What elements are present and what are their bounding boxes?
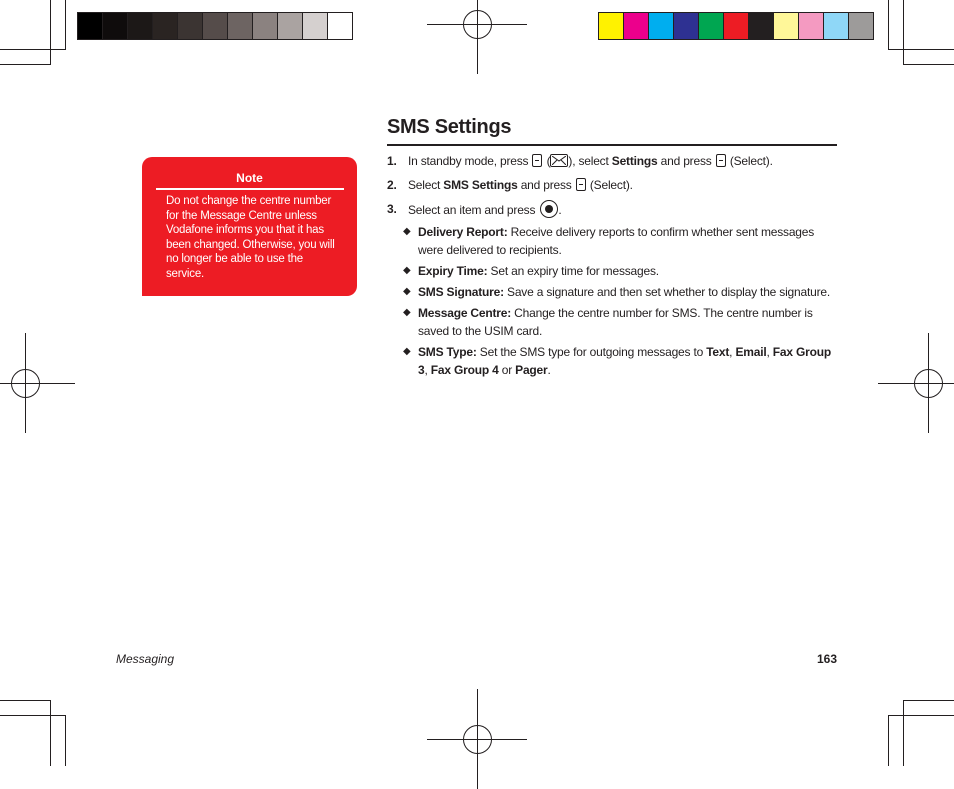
diamond-bullet-icon: ◆ xyxy=(403,307,411,318)
color-swatch xyxy=(699,13,724,39)
separator: , xyxy=(729,345,736,359)
color-swatch xyxy=(78,13,103,39)
color-swatch xyxy=(228,13,253,39)
crop-mark xyxy=(65,0,66,50)
step-2 xyxy=(387,176,839,194)
option-label: Delivery Report: xyxy=(418,225,508,239)
crop-mark xyxy=(50,700,51,766)
color-swatch xyxy=(849,13,873,39)
crop-mark xyxy=(903,64,954,65)
diamond-bullet-icon: ◆ xyxy=(403,286,411,297)
section-name: Messaging xyxy=(116,652,175,666)
option-text: Receive delivery reports to confirm whether sent messages were delivered to recipients. xyxy=(418,225,815,257)
note-divider xyxy=(156,188,344,190)
crop-mark xyxy=(888,715,889,766)
instructions xyxy=(387,152,839,379)
sms-type-fax4: Fax Group 4 xyxy=(430,363,499,377)
envelope-icon xyxy=(550,154,568,167)
step-3 xyxy=(387,200,839,219)
color-swatch xyxy=(278,13,303,39)
color-swatch xyxy=(824,13,849,39)
option-text: Change the centre number for SMS. The centre number is saved to the USIM card. xyxy=(418,306,813,338)
registration-mark-right xyxy=(878,333,954,433)
step-text: (Select). xyxy=(726,154,773,168)
option-text: Set the SMS type for outgoing messages to xyxy=(476,345,707,359)
soft-key-icon xyxy=(576,178,586,191)
step-number: 1. xyxy=(387,154,397,168)
color-swatch xyxy=(774,13,799,39)
menu-name: SMS Settings xyxy=(443,178,518,192)
step-text: (Select). xyxy=(586,178,633,192)
crop-mark xyxy=(0,700,51,701)
step-text: and press xyxy=(657,154,715,168)
crop-mark xyxy=(888,0,889,50)
option-label: SMS Type: xyxy=(418,345,477,359)
option-label: Message Centre: xyxy=(418,306,512,320)
color-swatch xyxy=(203,13,228,39)
list-item xyxy=(387,223,839,259)
step-text: . xyxy=(558,203,562,217)
crop-mark xyxy=(65,715,66,766)
list-item xyxy=(387,283,839,301)
color-swatch xyxy=(649,13,674,39)
registration-mark-left xyxy=(0,333,75,433)
title-underline xyxy=(387,144,837,146)
sms-type-pager: Pager xyxy=(515,363,548,377)
crop-mark xyxy=(903,700,904,766)
color-swatch xyxy=(749,13,774,39)
color-swatch xyxy=(624,13,649,39)
crop-mark xyxy=(888,49,954,50)
color-swatch xyxy=(724,13,749,39)
sms-type-email: Email xyxy=(735,345,767,359)
options-list xyxy=(387,223,839,379)
separator: or xyxy=(498,363,516,377)
note-text: Do not change the centre number for the Message Centre unless Vodafone informs you that it has been changed. Otherwise, you will no longer be able to use the service. xyxy=(166,195,335,280)
color-swatch xyxy=(674,13,699,39)
step-text: ), select xyxy=(568,154,612,168)
color-swatch xyxy=(253,13,278,39)
soft-key-icon xyxy=(532,154,542,167)
separator: , xyxy=(766,345,773,359)
crop-mark xyxy=(903,700,954,701)
option-text: Save a signature and then set whether to display the signature. xyxy=(503,285,830,299)
menu-name: Settings xyxy=(611,154,658,168)
registration-mark-top xyxy=(427,0,527,74)
color-swatch xyxy=(799,13,824,39)
step-text: Select xyxy=(408,178,444,192)
color-swatch xyxy=(153,13,178,39)
separator: , xyxy=(424,363,431,377)
step-text: and press xyxy=(517,178,575,192)
list-item xyxy=(387,304,839,340)
diamond-bullet-icon: ◆ xyxy=(403,346,411,357)
color-swatch xyxy=(103,13,128,39)
crop-mark xyxy=(0,49,66,50)
color-swatch xyxy=(328,13,352,39)
registration-mark-bottom xyxy=(427,689,527,789)
step-text: ( xyxy=(543,154,551,168)
crop-mark xyxy=(903,0,904,65)
grayscale-calibration-strip xyxy=(77,12,353,40)
option-text: Set an expiry time for messages. xyxy=(487,264,659,278)
step-1 xyxy=(387,152,839,170)
sms-type-text: Text xyxy=(706,345,730,359)
note-box xyxy=(142,157,357,296)
diamond-bullet-icon: ◆ xyxy=(403,265,411,276)
crop-mark xyxy=(0,715,66,716)
option-label: Expiry Time: xyxy=(418,264,488,278)
crop-mark xyxy=(0,64,51,65)
color-swatch xyxy=(128,13,153,39)
center-key-icon xyxy=(540,200,558,218)
step-text: Select an item and press xyxy=(408,203,539,217)
separator: . xyxy=(547,363,551,377)
color-swatch xyxy=(303,13,328,39)
note-heading: Note xyxy=(236,171,263,185)
step-text: In standby mode, press xyxy=(408,154,532,168)
step-number: 2. xyxy=(387,178,397,192)
crop-mark xyxy=(50,0,51,65)
sms-type-fax3: Fax Group 3 xyxy=(418,345,831,377)
color-swatch xyxy=(599,13,624,39)
option-label: SMS Signature: xyxy=(418,285,504,299)
page-title: SMS Settings xyxy=(387,116,512,138)
soft-key-icon xyxy=(716,154,726,167)
list-item xyxy=(387,343,839,379)
color-calibration-strip xyxy=(598,12,874,40)
list-item xyxy=(387,262,839,280)
color-swatch xyxy=(178,13,203,39)
page-number: 163 xyxy=(816,652,837,666)
step-number: 3. xyxy=(387,202,397,216)
crop-mark xyxy=(888,715,954,716)
diamond-bullet-icon: ◆ xyxy=(403,226,411,237)
